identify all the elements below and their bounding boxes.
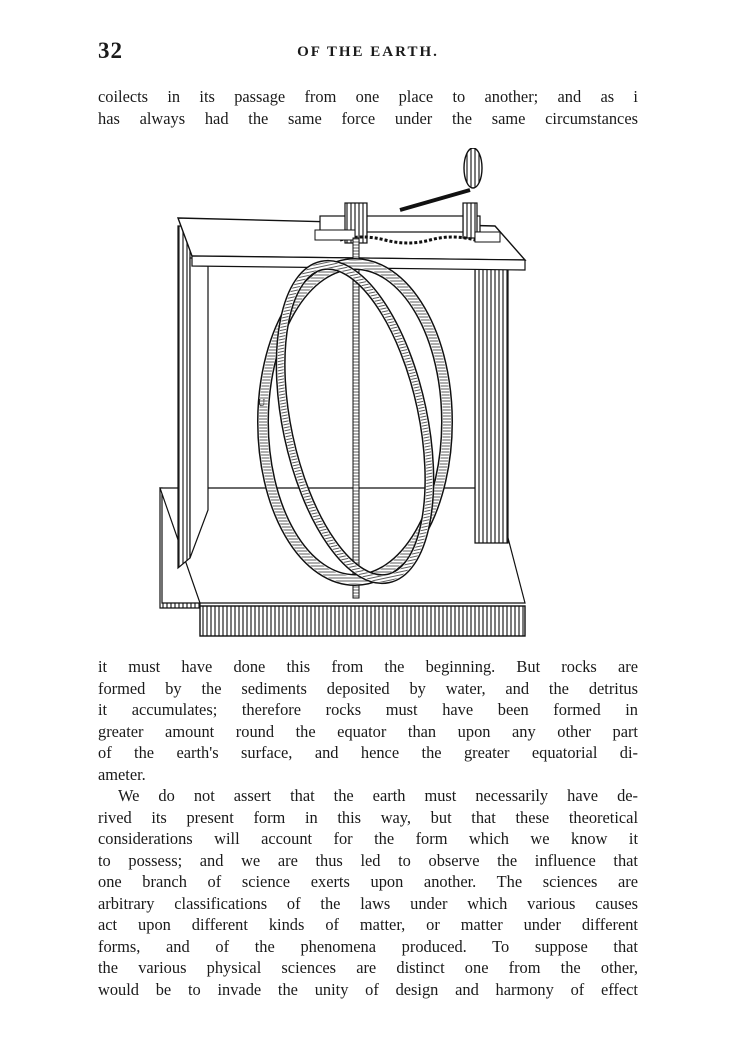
text-line: greater amount round the equator than upon any other part [98, 721, 638, 741]
top-paragraph [98, 86, 638, 129]
text-line: rived its present form in this way, but that these theoretical [98, 807, 638, 827]
spindle [353, 238, 359, 598]
figure-label: U [258, 398, 266, 409]
text-line: formed by the sediments deposited by water, and the detritus [98, 678, 638, 698]
running-head: OF THE EARTH. [297, 44, 439, 60]
page-number: 32 [98, 38, 123, 63]
text-line: considerations will account for the form which we know it [98, 829, 638, 848]
text-line: ameter. [98, 764, 146, 784]
text-line: We do not assert that the earth must necessarily have de- [118, 786, 638, 805]
crank-mechanism [315, 148, 500, 243]
text-line: arbitrary classifications of the laws under which various causes [98, 893, 638, 913]
text-line: the various physical sciences are distinct one from the other, [98, 958, 638, 977]
text-line: act upon different kinds of matter, or matter under different [98, 915, 638, 934]
frame-right-post [475, 266, 508, 543]
page-header [98, 38, 638, 68]
rotating-hoops-apparatus-illustration [150, 148, 530, 643]
text-line: it must have done this from the beginning. But rocks are [98, 657, 638, 676]
frame-left-post [178, 226, 208, 568]
text-line: has always had the same force under the same circumstances [98, 108, 638, 128]
bottom-paragraphs [98, 656, 638, 1000]
text-line: forms, and of the phenomena produced. To suppose that [98, 936, 638, 956]
text-line: it accumulates; therefore rocks must have been formed in [98, 700, 638, 719]
text-line: one branch of science exerts upon another. The sciences are [98, 872, 638, 891]
text-line: would be to invade the unity of design and harmony of effect [98, 979, 638, 999]
text-line: of the earth's surface, and hence the greater equatorial di- [98, 743, 638, 762]
text-line: to possess; and we are thus led to observe the influence that [98, 850, 638, 870]
text-line: coilects in its passage from one place to another; and as i [98, 87, 638, 106]
